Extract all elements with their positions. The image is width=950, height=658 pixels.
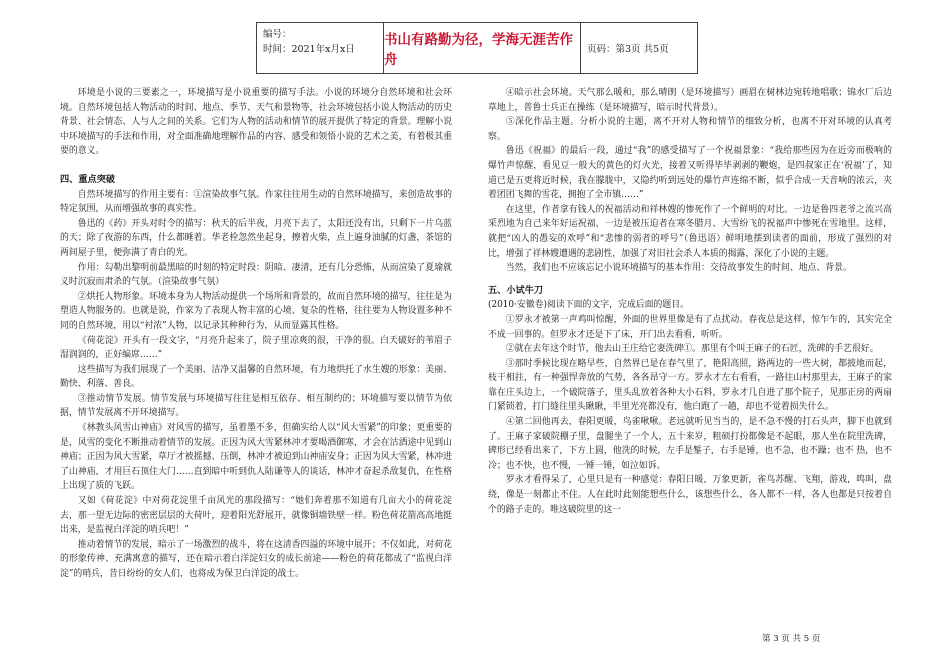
paragraph: 这些描写为我们展现了一个美丽、洁净又温馨的自然环境，有力地烘托了水生嫂的形象：美丽、勤快、利落、善良。	[60, 364, 452, 390]
section-heading: 五、小试牛刀	[488, 284, 544, 296]
header-meta	[257, 23, 383, 73]
paragraph: 《林教头风雪山神庙》对风雪的描写，虽着墨不多，但确实给人以“风大雪紧”的印象；更重要的是，风雪的变化不断推动着情节的发展。正因为风大雪紧林冲才要喝酒御寒，才会在沽酒途中见到山神庙；正因为风大雪紧，草厅才被摇撼、压倒，林冲才被迫到山神庙安身；正因为风大雪紧，林冲进了山神庙，才用巨石顶住大门……直到暗中听到仇人陆谦等人的谈话，林冲才奋起杀敌复仇，在性格上出现了质的飞跃。	[60, 423, 452, 492]
paragraph: 在这里，作者拿有钱人的祝福活动和祥林嫂的惨死作了一个鲜明的对比。一边是鲁四老爷之流兴高采烈地为自己来年好运祝福，一边是被压迫者在寒冬腊月、大雪纷飞的祝福声中惨死在雪地里。这样，就把“凶人的愚妄的欢呼”和“悲惨的弱者的呼号”（鲁迅语）鲜明地摆到读者的面前，形成了强烈的对比，增强了祥林嫂遭遇的悲剧性，加强了对旧社会杀人本质的揭露，深化了小说的主题。	[488, 204, 892, 259]
time-label: 时间：2021年x月x日	[263, 44, 355, 55]
paragraph: 鲁迅的《药》开头对时令的描写：秋天的后半夜，月亮下去了，太阳还没有出，只剩下一片乌蓝的天；除了夜游的东西，什么都睡着。华老栓忽然坐起身，擦着火柴，点上遍身油腻的灯盏，茶馆的两间屋子里，便弥满了青白的光。	[60, 218, 452, 258]
paragraph: 又如《荷花淀》中对荷花淀里千亩风光的那段描写：“她们奔着那不知道有几亩大小的荷花淀去，那一望无边际的密密层层的大荷叶，迎着阳光舒展开，就像铜墙铁壁一样。粉色荷花箭高高地挺出来，是监视白洋淀的哨兵吧！”	[60, 496, 452, 536]
paragraph: 作用：勾勒出黎明前最黑暗的时刻的特定时段：阴暗、凄清，还有几分恐怖，从而渲染了夏瑜就义时沉寂而肃杀的气氛。（渲染故事气氛）	[60, 262, 452, 288]
paragraph: 当然，我们也不应该忘记小说环境描写的基本作用：交待故事发生的时间、地点、背景。	[505, 263, 852, 274]
paragraph: 《荷花淀》开头有一段文字，“月亮升起来了，院子里凉爽的很，干净的很。白天破好的苇眉子湿润润的，正好编席……”	[60, 335, 452, 361]
header-motto: 书山有路勤为径，学海无涯苦作舟	[383, 23, 581, 73]
paragraph: ⑤深化作品主题。分析小说的主题，离不开对人物和情节的细致分析，也离不开对环境的认真考察。	[488, 117, 892, 142]
paragraph: ④第二回他再去，春阳更暖，鸟雀啾啾。老远就听见当当的，是不急不慢的打石头声，脚下也就到了。王麻子家破院棚子里，盘腿坐了一个人，五十来岁，粗硕打扮都像是不起眼，那人坐在院里洗碑，碑形已经看出来了，下方上圆，他洗的时候，左手是錾子，右手是锤，也不急，也不躁；也不 热，也不冷；也不快，也不慢，一锤一锤，如泣如诉。	[488, 417, 892, 471]
paragraph: ③那时季候比现在略早些，自然界已是在春气里了，艳阳高照，路两边的一些大树，都披地而起，枝干相拄，有一种强悍奔放的气势，各各昂守一方。罗永才左右看看，一路往山村那里去，王麻子的家靠在庄头边上，一个破院落子，里头乱放着各种大小石料，罗永才几自进了那个院子，见那正房的两扇门紧锁着，打门缝往里头瞅瞅，半里光亮都没有，他白跑了一趟，却也不觉着损失什么。	[488, 358, 892, 413]
number-label: 编号：	[263, 29, 292, 40]
page-header	[256, 22, 698, 74]
paragraph: ②就在去年这个时节，他去山王庄给它妻洗碑①。那里有个叫王麻子的石匠，洗碑的手艺很好。	[505, 344, 879, 355]
page-footer: 第 3 页 共 5 页	[762, 634, 821, 644]
section-heading: 四、重点突破	[60, 173, 116, 185]
paragraph: ④暗示社会环境。天气那么暖和，那么晴朗（是环境描写）画眉在树林边宛转地唱歌；锦水厂后边草地上，普鲁士兵正在操练（是环境描写，暗示时代背景）。	[488, 88, 892, 113]
paragraph: ③推动情节发展。情节发展与环境描写往往是相互依存、相互制约的；环境描写要以情节为依据，情节发展离不开环境描写。	[60, 393, 452, 419]
header-page-label: 页码：第3页 共5页	[587, 44, 669, 55]
exercise-intro: (2010·安徽卷)阅读下面的文字，完成后面的题目。	[488, 300, 689, 311]
left-column	[60, 86, 452, 582]
paragraph: 自然环境描写的作用主要有：①渲染故事气氛。作家往往用生动的自然环境描写，来创造故事的特定氛围，从而增强故事的真实性。	[60, 189, 452, 215]
paragraph: 鲁迅《祝福》的最后一段，通过“我”的感受描写了一个祝福景象：“我给那些因为在近旁而极响的爆竹声惊醒，看见豆一般大的黄色的灯火光，接着又听得毕毕剥剥的鞭炮，是四叔家正在‘祝福’了，知道已是五更将近时候，我在朦胧中，又隐约听到远处的爆竹声连绵不断，似乎合成一天音响的浓云，夹着团团飞舞的雪花，拥抱了全市镇……”	[488, 146, 892, 201]
paragraph: 环境是小说的三要素之一，环境描写是小说重要的描写手法。小说的环境分自然环境和社会环境。自然环境包括人物活动的时间、地点、季节、天气和景物等，社会环境包括小说人物活动的历史背景、社会情态、人与人之间的关系。它们为人物的活动和情节的展开提供了特定的背景。理解小说中环境描写的手法和作用，对全面准确地理解作品的内容、感受和领悟小说的艺术之美，有着极其重要的意义。	[60, 88, 452, 157]
right-column	[488, 86, 892, 517]
paragraph: 罗永才看得呆了，心里只是有一种感觉：春阳日暖，万象更新，雀鸟苏醒、飞翔，游戏，鸣叫，盘绕，像是一刻都止不住。人在此时此刻能想些什么，该想些什么，各人都不一样，各人也都是只按着自个的路子走的。唯这破院里的这一	[488, 475, 892, 515]
paragraph: 推动着情节的发展，暗示了一场激烈的战斗，将在这清香四溢的环境中展开；不仅如此，对荷花的形象传神、充满寓意的描写，还在暗示着白洋淀妇女的成长前途——粉色的荷花都成了“监视白洋淀”的哨兵，昔日纷纷的女人们，也将成为保卫白洋淀的战士。	[60, 539, 452, 579]
paragraph: ①罗永才被第一声鸡叫惊醒，外面的世界里像是有了点扰动。春夜总是这样，惊乍乍的，其实完全不成一回事的。但罗永才还是下了床，开门出去看看，听听。	[488, 314, 892, 340]
paragraph: ②烘托人物形象。环境本身为人物活动提供一个场所和背景的，故而自然环境的描写，往往是为塑造人物服务的。也就是说，作家为了表现人物丰富的心境、复杂的性格，往往要为人物设置多种不同的自然环境，用以“衬浓”人物，以记录其种种行为，从而显露其性格。	[60, 291, 452, 331]
